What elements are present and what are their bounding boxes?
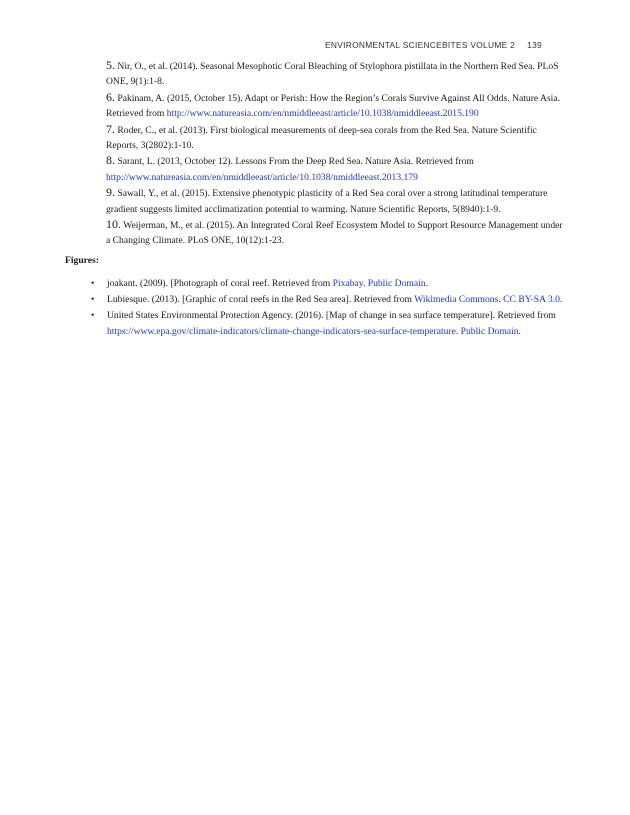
- reference-number: 8.: [106, 153, 115, 168]
- bullet-icon: •: [91, 278, 95, 289]
- figure-credit-list: [91, 276, 565, 340]
- reference-link[interactable]: http://www.natureasia.com/en/nmiddleeast/article/10.1038/nmiddleeast.2015.190: [166, 108, 479, 120]
- reference-item: [106, 122, 564, 154]
- license-link[interactable]: Public Domain: [460, 325, 519, 337]
- source-link[interactable]: https://www.epa.gov/climate-indicators/climate-change-indicators-sea-surface-temperature: [107, 325, 456, 337]
- separator: .: [455, 325, 461, 337]
- running-title: ENVIRONMENTAL SCIENCEBITES VOLUME 2: [324, 40, 516, 50]
- reference-item: [106, 58, 564, 90]
- figure-credit-text: United States Environmental Protection Agency. (2016). [Map of change in sea surface temperature]. Retrieved from: [107, 310, 556, 322]
- reference-item: [106, 217, 564, 249]
- reference-text: Sawall, Y., et al. (2015). Extensive phenotypic plasticity of a Red Sea coral over a strong latitudinal temperature gradient suggests limited acclimatization potential to warming. Nature Scientific Reports, 5(8940):1-9.: [106, 188, 548, 215]
- separator: .: [498, 294, 504, 306]
- reference-number: 7.: [106, 121, 115, 136]
- figure-credit-item: [91, 292, 565, 308]
- reference-text: Nir, O., et al. (2014). Seasonal Mesophotic Coral Bleaching of Stylophora pistillata in the Northern Red Sea. PLoS ONE, 9(1):1-8.: [106, 61, 559, 88]
- page-number: 139: [527, 40, 542, 50]
- end-punctuation: .: [559, 294, 563, 306]
- reference-number: 10.: [106, 217, 121, 232]
- reference-number: 6.: [106, 89, 115, 104]
- figure-credit-text: joakant. (2009). [Photograph of coral reef. Retrieved from: [107, 278, 333, 289]
- source-link[interactable]: Wikimedia Commons: [414, 294, 499, 306]
- separator: .: [362, 278, 368, 289]
- reference-link[interactable]: http://www.natureasia.com/en/nmiddleeast/article/10.1038/nmiddleeast.2013.179: [106, 171, 418, 183]
- reference-text: Roder, C., et al. (2013). First biological measurements of deep-sea corals from the Red Sea. Nature Scientific Reports, 3(2802):1-10.: [106, 124, 537, 152]
- reference-number: 9.: [106, 185, 115, 200]
- figures-heading: Figures:: [65, 255, 99, 266]
- running-header: [325, 40, 542, 50]
- end-punctuation: .: [425, 278, 428, 289]
- bullet-icon: •: [91, 294, 95, 306]
- license-link[interactable]: CC BY-SA 3.0: [503, 294, 560, 306]
- source-link[interactable]: Pixabay: [332, 278, 363, 289]
- license-link[interactable]: Public Domain: [367, 278, 426, 289]
- reference-item: [106, 153, 564, 185]
- reference-item: [106, 185, 564, 217]
- reference-text: Pakinam, A. (2015, October 15). Adapt or Perish: How the Region’s Corals Survive Against All Odds. Nature Asia. Retrieved from: [106, 92, 560, 120]
- figure-credit-item: [91, 308, 565, 339]
- reference-list: [106, 58, 564, 249]
- reference-number: 5.: [106, 58, 115, 72]
- end-punctuation: .: [518, 325, 521, 337]
- figure-credit-item: [91, 276, 565, 292]
- reference-text: Weijerman, M., et al. (2015). An Integrated Coral Reef Ecosystem Model to Support Resource Management under a Changing Climate. PLoS ONE, 10(12):1-23.: [106, 220, 563, 247]
- reference-text: Sarant, L. (2013, October 12). Lessons From the Deep Red Sea. Nature Asia. Retrieved from: [115, 156, 474, 168]
- bullet-icon: •: [91, 310, 95, 322]
- figure-credit-text: Lubiesque. (2013). [Graphic of coral reefs in the Red Sea area]. Retrieved from: [107, 294, 415, 306]
- reference-item: [106, 90, 564, 122]
